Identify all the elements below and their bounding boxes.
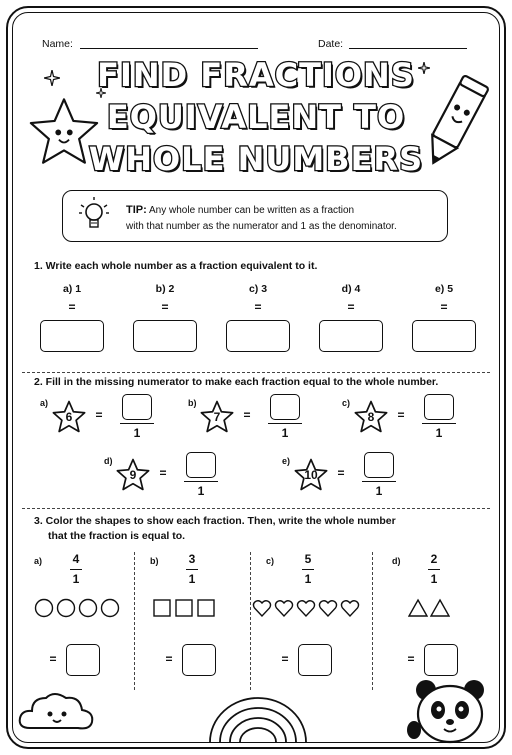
item-letter: b) bbox=[188, 398, 197, 408]
item-label: b) 2 bbox=[155, 283, 175, 295]
triangle-shape[interactable] bbox=[408, 598, 428, 618]
name-label: Name: bbox=[42, 38, 73, 50]
equals-sign: = bbox=[281, 652, 289, 666]
column-divider bbox=[250, 552, 251, 690]
question-1-prompt: 1. Write each whole number as a fraction equivalent to it. bbox=[34, 260, 318, 272]
item-letter: d) bbox=[392, 556, 401, 566]
fraction-bar bbox=[302, 569, 314, 570]
question-2-prompt: 2. Fill in the missing numerator to make each fraction equal to the whole number. bbox=[34, 376, 439, 388]
answer-box[interactable] bbox=[319, 320, 383, 352]
question-3-prompt-line-2: that the fraction is equal to. bbox=[48, 530, 186, 542]
circle-shape[interactable] bbox=[100, 598, 120, 618]
panda-icon bbox=[402, 676, 498, 746]
numerator-box[interactable] bbox=[424, 394, 454, 420]
denominator: 1 bbox=[197, 484, 205, 498]
fraction-bar bbox=[120, 423, 154, 424]
item-letter: a) bbox=[34, 556, 43, 566]
title-line-3: WHOLE NUMBERS bbox=[88, 140, 424, 178]
title-line-2: EQUIVALENT TO bbox=[106, 98, 406, 136]
tip-label: TIP: bbox=[126, 204, 147, 216]
answer-box[interactable] bbox=[226, 320, 290, 352]
square-shape[interactable] bbox=[152, 598, 172, 618]
whole-number: 9 bbox=[129, 468, 137, 482]
numerator-box[interactable] bbox=[364, 452, 394, 478]
numerator-box[interactable] bbox=[270, 394, 300, 420]
equals-sign: = bbox=[347, 300, 355, 314]
whole-number: 6 bbox=[65, 410, 73, 424]
denominator: 1 bbox=[304, 572, 312, 586]
answer-box[interactable] bbox=[133, 320, 197, 352]
item-letter: a) bbox=[40, 398, 49, 408]
equals-sign: = bbox=[49, 652, 57, 666]
shape-row bbox=[34, 598, 120, 618]
shape-row bbox=[152, 598, 216, 618]
numerator-box[interactable] bbox=[186, 452, 216, 478]
lightbulb-icon bbox=[77, 195, 111, 237]
heart-shape[interactable] bbox=[274, 598, 294, 618]
question-3-prompt-line-1: 3. Color the shapes to show each fraction. Then, write the whole number bbox=[34, 515, 396, 527]
numerator-box[interactable] bbox=[122, 394, 152, 420]
denominator: 1 bbox=[133, 426, 141, 440]
fraction-bar bbox=[186, 569, 198, 570]
rainbow-icon bbox=[200, 694, 316, 742]
denominator: 1 bbox=[435, 426, 443, 440]
cloud-character-icon bbox=[16, 686, 96, 734]
fraction-bar bbox=[428, 569, 440, 570]
numerator: 3 bbox=[188, 552, 196, 566]
pencil-character-icon bbox=[418, 74, 490, 174]
equals-sign: = bbox=[68, 300, 76, 314]
date-label: Date: bbox=[318, 38, 344, 50]
circle-shape[interactable] bbox=[78, 598, 98, 618]
sparkle-icon bbox=[418, 62, 430, 74]
name-line[interactable] bbox=[80, 48, 258, 49]
equals-sign: = bbox=[165, 652, 173, 666]
equals-sign: = bbox=[440, 300, 448, 314]
item-label: a) 1 bbox=[62, 283, 82, 295]
whole-number: 7 bbox=[213, 410, 221, 424]
item-letter: c) bbox=[342, 398, 351, 408]
equals-sign: = bbox=[95, 408, 103, 422]
square-shape[interactable] bbox=[174, 598, 194, 618]
tip-line-1: Any whole number can be written as a fraction bbox=[149, 205, 355, 216]
circle-shape[interactable] bbox=[56, 598, 76, 618]
sparkle-icon bbox=[44, 70, 60, 86]
fraction-bar bbox=[70, 569, 82, 570]
answer-box[interactable] bbox=[182, 644, 216, 676]
equals-sign: = bbox=[397, 408, 405, 422]
square-shape[interactable] bbox=[196, 598, 216, 618]
shape-row bbox=[408, 598, 450, 618]
fraction-bar bbox=[362, 481, 396, 482]
equals-sign: = bbox=[159, 466, 167, 480]
numerator: 2 bbox=[430, 552, 438, 566]
triangle-shape[interactable] bbox=[430, 598, 450, 618]
item-letter: c) bbox=[266, 556, 275, 566]
item-label: d) 4 bbox=[341, 283, 361, 295]
equals-sign: = bbox=[243, 408, 251, 422]
denominator: 1 bbox=[72, 572, 80, 586]
heart-shape[interactable] bbox=[340, 598, 360, 618]
denominator: 1 bbox=[281, 426, 289, 440]
title-line-1: FIND FRACTIONS bbox=[97, 56, 415, 94]
item-label: c) 3 bbox=[248, 283, 268, 295]
fraction-bar bbox=[422, 423, 456, 424]
circle-shape[interactable] bbox=[34, 598, 54, 618]
answer-box[interactable] bbox=[298, 644, 332, 676]
heart-shape[interactable] bbox=[296, 598, 316, 618]
column-divider bbox=[134, 552, 135, 690]
item-letter: d) bbox=[104, 456, 113, 466]
shape-row bbox=[252, 598, 360, 618]
tip-text bbox=[126, 202, 397, 235]
column-divider bbox=[372, 552, 373, 690]
answer-box[interactable] bbox=[66, 644, 100, 676]
star-character-icon bbox=[28, 96, 100, 166]
equals-sign: = bbox=[337, 466, 345, 480]
denominator: 1 bbox=[188, 572, 196, 586]
fraction-bar bbox=[184, 481, 218, 482]
tip-box bbox=[62, 190, 448, 242]
whole-number: 8 bbox=[367, 410, 375, 424]
item-letter: e) bbox=[282, 456, 291, 466]
answer-box[interactable] bbox=[424, 644, 458, 676]
heart-shape[interactable] bbox=[252, 598, 272, 618]
heart-shape[interactable] bbox=[318, 598, 338, 618]
equals-sign: = bbox=[161, 300, 169, 314]
tip-line-2: with that number as the numerator and 1 as the denominator. bbox=[126, 221, 397, 232]
item-label: e) 5 bbox=[434, 283, 454, 295]
answer-box[interactable] bbox=[412, 320, 476, 352]
fraction-bar bbox=[268, 423, 302, 424]
numerator: 4 bbox=[72, 552, 80, 566]
numerator: 5 bbox=[304, 552, 312, 566]
answer-box[interactable] bbox=[40, 320, 104, 352]
equals-sign: = bbox=[407, 652, 415, 666]
equals-sign: = bbox=[254, 300, 262, 314]
date-line[interactable] bbox=[349, 48, 467, 49]
denominator: 1 bbox=[375, 484, 383, 498]
denominator: 1 bbox=[430, 572, 438, 586]
whole-number: 10 bbox=[304, 468, 318, 482]
item-letter: b) bbox=[150, 556, 159, 566]
section-divider bbox=[22, 508, 490, 509]
section-divider bbox=[22, 372, 490, 373]
